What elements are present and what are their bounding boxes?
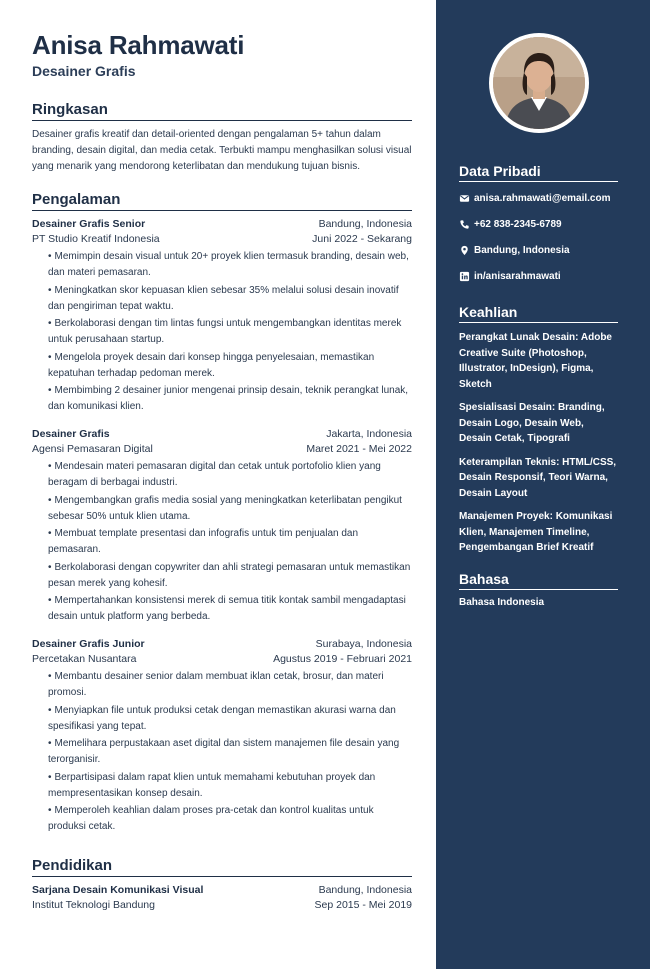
profile-photo	[493, 37, 585, 129]
job-location: Surabaya, Indonesia	[315, 638, 412, 650]
job-bullet: • Membimbing 2 desainer junior mengenai prinsip desain, teknik perangkat lunak, dan komunikasi klien.	[48, 383, 412, 415]
phone-contact[interactable]	[459, 216, 618, 232]
education-school: Institut Teknologi Bandung	[32, 899, 155, 911]
education-location: Bandung, Indonesia	[318, 884, 412, 896]
education-heading: Pendidikan	[32, 857, 412, 877]
languages-heading: Bahasa	[459, 571, 618, 590]
job-bullet: • Memperoleh keahlian dalam proses pra-cetak dan kontrol kualitas untuk produksi cetak.	[48, 803, 412, 835]
phone-icon	[459, 219, 470, 230]
job-dates: Agustus 2019 - Februari 2021	[273, 653, 412, 665]
job-bullet: • Berkolaborasi dengan tim lintas fungsi untuk mengembangkan identitas merek untuk perusahaan startup.	[48, 316, 412, 348]
phone-text: +62 838-2345-6789	[474, 218, 562, 230]
job-bullets	[32, 249, 412, 415]
job-bullet: • Mendesain materi pemasaran digital dan cetak untuk portofolio klien yang beragam di berbagai industri.	[48, 459, 412, 491]
profile-photo-frame	[489, 33, 589, 133]
job-bullet: • Membantu desainer senior dalam membuat iklan cetak, brosur, dan materi promosi.	[48, 669, 412, 701]
experience-entry	[32, 427, 412, 625]
envelope-icon	[459, 193, 470, 204]
summary-text: Desainer grafis kreatif dan detail-oriented dengan pengalaman 5+ tahun dalam branding, desain digital, dan media cetak. Terbukti mampu menghasilkan solusi visual yang menarik yang mendorong keterlibatan dan mendukung tujuan bisnis.	[32, 129, 412, 172]
job-role: Desainer Grafis	[32, 63, 136, 79]
job-bullet: • Memimpin desain visual untuk 20+ proyek klien termasuk branding, desain web, dan materi pemasaran.	[48, 249, 412, 281]
person-name: Anisa Rahmawati	[32, 30, 245, 60]
experience-list	[32, 217, 412, 835]
job-title: Desainer Grafis Junior	[32, 638, 145, 650]
job-company: Agensi Pemasaran Digital	[32, 443, 153, 455]
job-bullets	[32, 459, 412, 625]
languages-section	[459, 571, 618, 608]
experience-heading: Pengalaman	[32, 191, 412, 211]
email-contact[interactable]	[459, 190, 618, 206]
skill-item: Keterampilan Teknis: HTML/CSS, Desain Responsif, Teori Warna, Desain Layout	[459, 456, 617, 499]
education-degree: Sarjana Desain Komunikasi Visual	[32, 884, 204, 896]
job-location: Bandung, Indonesia	[318, 218, 412, 230]
personal-data-section	[459, 163, 618, 284]
education-dates: Sep 2015 - Mei 2019	[314, 899, 412, 911]
job-dates: Maret 2021 - Mei 2022	[306, 443, 412, 455]
summary-heading: Ringkasan	[32, 101, 412, 121]
location-contact	[459, 242, 618, 258]
job-dates: Juni 2022 - Sekarang	[312, 233, 412, 245]
main-column	[32, 30, 412, 913]
education-entry	[32, 883, 412, 913]
job-bullets	[32, 669, 412, 835]
job-bullet: • Mengelola proyek desain dari konsep hingga penyelesaian, memastikan kepatuhan terhadap pedoman merek.	[48, 350, 412, 382]
job-bullet: • Mempertahankan konsistensi merek di semua titik kontak sambil mengadaptasi desain untuk platform yang berbeda.	[48, 593, 412, 625]
skill-item: Manajemen Proyek: Komunikasi Klien, Manajemen Timeline, Pengembangan Brief Kreatif	[459, 511, 613, 553]
job-company: PT Studio Kreatif Indonesia	[32, 233, 160, 245]
map-pin-icon	[459, 245, 470, 256]
job-company: Percetakan Nusantara	[32, 653, 137, 665]
linkedin-contact[interactable]	[459, 268, 618, 284]
experience-entry	[32, 637, 412, 835]
language-item: Bahasa Indonesia	[459, 597, 545, 608]
job-bullet: • Memelihara perpustakaan aset digital dan sistem manajemen file desain yang terorganisir.	[48, 736, 412, 768]
job-location: Jakarta, Indonesia	[326, 428, 412, 440]
job-bullet: • Meningkatkan skor kepuasan klien sebesar 35% melalui solusi desain inovatif dan pengiriman tepat waktu.	[48, 283, 412, 315]
skills-heading: Keahlian	[459, 304, 618, 323]
job-title: Desainer Grafis Senior	[32, 218, 146, 230]
linkedin-icon	[459, 271, 470, 282]
linkedin-text: in/anisarahmawati	[474, 270, 561, 282]
skills-section	[459, 304, 618, 556]
experience-entry	[32, 217, 412, 415]
job-bullet: • Berpartisipasi dalam rapat klien untuk memahami kebutuhan proyek dan mempresentasikan konsep desain.	[48, 770, 412, 802]
location-text: Bandung, Indonesia	[474, 244, 570, 256]
skill-item: Spesialisasi Desain: Branding, Desain Logo, Desain Web, Desain Cetak, Tipografi	[459, 402, 605, 444]
job-bullet: • Membuat template presentasi dan infografis untuk tim penjualan dan pemasaran.	[48, 526, 412, 558]
job-title: Desainer Grafis	[32, 428, 110, 440]
sidebar	[436, 0, 650, 969]
personal-data-heading: Data Pribadi	[459, 163, 618, 182]
job-bullet: • Mengembangkan grafis media sosial yang meningkatkan keterlibatan pengikut sebesar 50% untuk klien utama.	[48, 493, 412, 525]
job-bullet: • Menyiapkan file untuk produksi cetak dengan memastikan akurasi warna dan spesifikasi yang tepat.	[48, 703, 412, 735]
skill-item: Perangkat Lunak Desain: Adobe Creative Suite (Photoshop, Illustrator, InDesign), Figma, Sketch	[459, 332, 612, 390]
job-bullet: • Berkolaborasi dengan copywriter dan ahli strategi pemasaran untuk memastikan pesan merek yang kohesif.	[48, 560, 412, 592]
email-text: anisa.rahmawati@email.com	[474, 192, 611, 204]
